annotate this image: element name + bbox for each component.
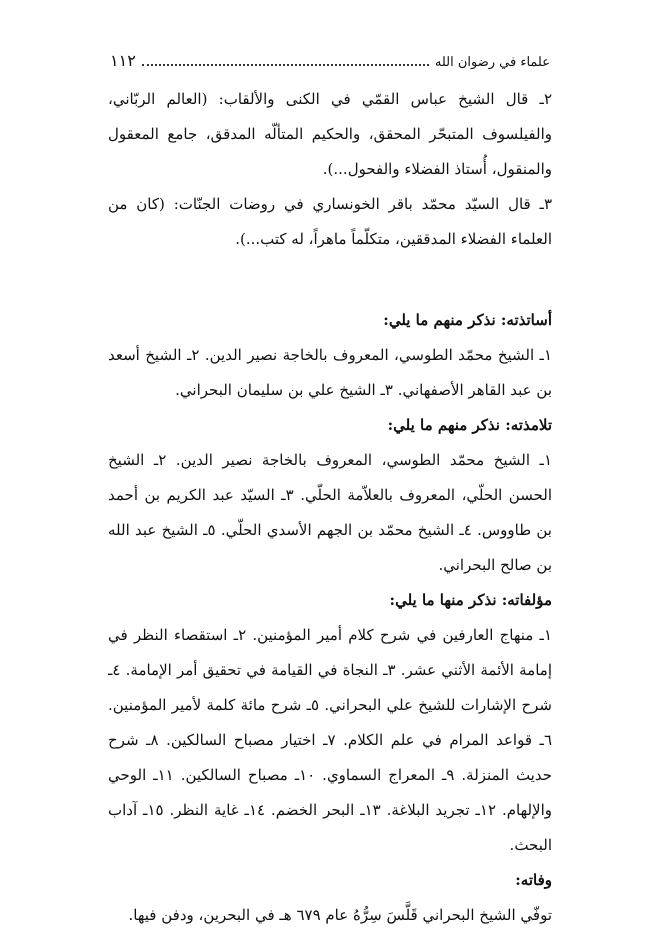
- header-dotted-leader: [142, 63, 429, 66]
- teachers-heading: أساتذته: نذكر منهم ما يلي:: [383, 311, 552, 329]
- works-list: ١ـ منهاج العارفين في شرح كلام أمير المؤمنين. ٢ـ استقصاء النظر في إمامة الأئمة الأثني عشر. ٣ـ النجاة في القيامة في تحقيق أمر الإمامة. ٤ـ شرح الإشارات للشيخ علي البحراني. ٥ـ شرح مائة كلمة لأمير المؤمنين. ٦ـ قواعد المرام في علم الكلام. ٧ـ اختيار مصباح السالكين. ٨ـ شرح حديث المنزلة. ٩ـ المعراج السماوي. ١٠ـ مصباح السالكين. ١١ـ الوحي والإلهام. ١٢ـ تجريد البلاغة. ١٣ـ البحر الخضم. ١٤ـ غاية النظر. ١٥ـ آداب البحث.: [108, 626, 553, 854]
- page-body: [108, 82, 552, 933]
- running-title: علماء في رضوان الله: [434, 55, 550, 70]
- page-number: ١١٢: [110, 51, 136, 70]
- section-spacer: [108, 257, 552, 303]
- students-list: ١ـ الشيخ محمّد الطوسي، المعروف بالخاجة نصير الدين. ٢ـ الشيخ الحسن الحلّي، المعروف بالعلاّمة الحلّي. ٣ـ السيّد عبد الكريم بن أحمد بن طاووس. ٤ـ الشيخ محمّد بن الجهم الأسدي الحلّي. ٥ـ الشيخ عبد الله بن صالح البحراني.: [108, 451, 553, 574]
- teachers-list: ١ـ الشيخ محمّد الطوسي، المعروف بالخاجة نصير الدين. ٢ـ الشيخ أسعد بن عبد القاهر الأصفهاني. ٣ـ الشيخ علي بن سليمان البحراني.: [108, 346, 553, 399]
- works-heading: مؤلفاته: نذكر منها ما يلي:: [389, 591, 552, 609]
- death-heading: وفاته:: [515, 871, 552, 889]
- quote-khwansari: ٣ـ قال السيّد محمّد باقر الخونساري في روضات الجنّات: (كان من العلماء الفضلاء المدققين، متكلّماً ماهراً، له كتب...).: [108, 195, 552, 248]
- students-heading: تلامذته: نذكر منهم ما يلي:: [387, 416, 552, 434]
- quote-qummi: ٢ـ قال الشيخ عباس القمّي في الكنى والألقاب: (العالم الربّاني، والفيلسوف المتبحّر المحقق، والحكيم المتألّه المدقق، جامع المعقول والمنقول، أُستاذ الفضلاء والفحول...).: [108, 90, 552, 178]
- death-text: توفّي الشيخ البحراني قَلَّسَ سِرُّهُ عام ٦٧٩ هـ في البحرين، ودفن فيها.: [128, 906, 552, 924]
- page-header: [110, 48, 550, 70]
